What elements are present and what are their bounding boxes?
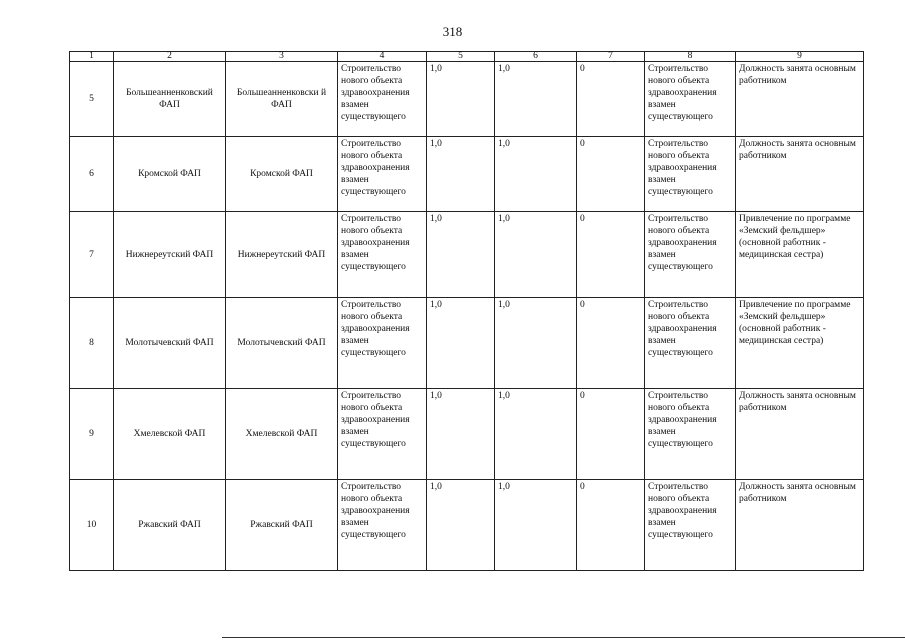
- facility-name-alt: Ржавский ФАП: [226, 480, 338, 571]
- value-col6: 1,0: [495, 480, 577, 571]
- row-number: 7: [70, 212, 114, 298]
- value-col7: 0: [577, 389, 645, 480]
- value-col5: 1,0: [427, 137, 495, 212]
- work-description-2: Строительство нового объекта здравоохранения взамен существующего: [645, 137, 736, 212]
- column-header: 9: [736, 52, 864, 62]
- page-number: 318: [442, 24, 463, 39]
- row-number: 8: [70, 298, 114, 389]
- work-description: Строительство нового объекта здравоохранения взамен существующего: [338, 137, 427, 212]
- table-row: [70, 137, 864, 212]
- facility-name-alt: Большеанненковски й ФАП: [226, 62, 338, 137]
- column-header: 3: [226, 52, 338, 62]
- table-row: [70, 62, 864, 137]
- value-col7: 0: [577, 212, 645, 298]
- table-row: [70, 298, 864, 389]
- table-row: [70, 480, 864, 571]
- value-col5: 1,0: [427, 480, 495, 571]
- table-row: [70, 212, 864, 298]
- facility-name-alt: Хмелевской ФАП: [226, 389, 338, 480]
- work-description: Строительство нового объекта здравоохранения взамен существующего: [338, 298, 427, 389]
- facility-name: Хмелевской ФАП: [114, 389, 226, 480]
- staffing-note: Должность занята основным работником: [736, 137, 864, 212]
- work-description: Строительство нового объекта здравоохранения взамен существующего: [338, 480, 427, 571]
- facility-name-alt: Нижнереутский ФАП: [226, 212, 338, 298]
- work-description-2: Строительство нового объекта здравоохранения взамен существующего: [645, 480, 736, 571]
- column-header: 5: [427, 52, 495, 62]
- column-header: 2: [114, 52, 226, 62]
- value-col7: 0: [577, 137, 645, 212]
- footer-divider: [222, 637, 905, 638]
- value-col6: 1,0: [495, 389, 577, 480]
- value-col5: 1,0: [427, 298, 495, 389]
- staffing-note: Должность занята основным работником: [736, 62, 864, 137]
- value-col6: 1,0: [495, 62, 577, 137]
- work-description-2: Строительство нового объекта здравоохранения взамен существующего: [645, 298, 736, 389]
- staffing-note: Должность занята основным работником: [736, 480, 864, 571]
- facility-name-alt: Молотычевский ФАП: [226, 298, 338, 389]
- work-description-2: Строительство нового объекта здравоохранения взамен существующего: [645, 389, 736, 480]
- value-col6: 1,0: [495, 212, 577, 298]
- value-col6: 1,0: [495, 298, 577, 389]
- work-description-2: Строительство нового объекта здравоохранения взамен существующего: [645, 212, 736, 298]
- facility-name-alt: Кромской ФАП: [226, 137, 338, 212]
- value-col5: 1,0: [427, 389, 495, 480]
- value-col7: 0: [577, 480, 645, 571]
- facilities-table: [69, 51, 864, 571]
- row-number: 5: [70, 62, 114, 137]
- facility-name: Нижнереутский ФАП: [114, 212, 226, 298]
- column-number-row: [70, 52, 864, 62]
- row-number: 6: [70, 137, 114, 212]
- staffing-note: Должность занята основным работником: [736, 389, 864, 480]
- value-col5: 1,0: [427, 212, 495, 298]
- facility-name: Большеанненковский ФАП: [114, 62, 226, 137]
- table-row: [70, 389, 864, 480]
- column-header: 8: [645, 52, 736, 62]
- staffing-note: Привлечение по программе «Земский фельдшер» (основной работник - медицинская сестра): [736, 212, 864, 298]
- value-col6: 1,0: [495, 137, 577, 212]
- column-header: 4: [338, 52, 427, 62]
- work-description: Строительство нового объекта здравоохранения взамен существующего: [338, 389, 427, 480]
- facility-name: Ржавский ФАП: [114, 480, 226, 571]
- column-header: 1: [70, 52, 114, 62]
- value-col7: 0: [577, 298, 645, 389]
- facility-name: Молотычевский ФАП: [114, 298, 226, 389]
- work-description: Строительство нового объекта здравоохранения взамен существующего: [338, 62, 427, 137]
- row-number: 9: [70, 389, 114, 480]
- column-header: 6: [495, 52, 577, 62]
- value-col7: 0: [577, 62, 645, 137]
- work-description: Строительство нового объекта здравоохранения взамен существующего: [338, 212, 427, 298]
- staffing-note: Привлечение по программе «Земский фельдшер» (основной работник - медицинская сестра): [736, 298, 864, 389]
- facility-name: Кромской ФАП: [114, 137, 226, 212]
- column-header: 7: [577, 52, 645, 62]
- row-number: 10: [70, 480, 114, 571]
- value-col5: 1,0: [427, 62, 495, 137]
- work-description-2: Строительство нового объекта здравоохранения взамен существующего: [645, 62, 736, 137]
